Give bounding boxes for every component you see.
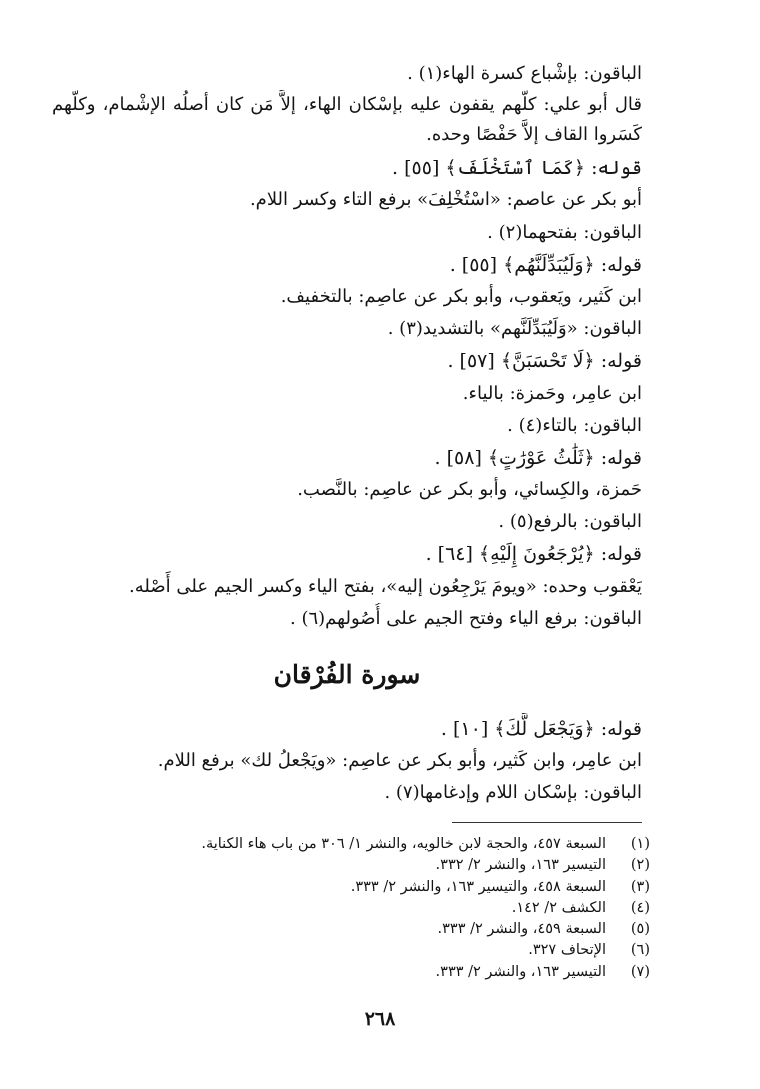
verse-heading: قوله: ﴿ثَلَٰثُ عَوْرَٰتٍ﴾ [٥٨] . (434, 446, 642, 469)
text-line: ابن عامِر، وحَمزة: بالياء. (462, 382, 642, 404)
footnote-number: (١) (630, 836, 650, 852)
footnote-number: (٤) (630, 899, 650, 916)
text-line: الباقون: بالتاء(٤) . (507, 414, 642, 436)
text-line: ابن عامِر، وابن كَثير، وأبو بكر عن عاصِم: «ويَجْعلُ لك» برفع اللام. (157, 750, 642, 772)
footnote (50, 940, 650, 961)
verse-heading: قوله: ﴿يُرْجَعُونَ إِلَيْهِ﴾ [٦٤] . (425, 543, 642, 566)
text-line: ابن كَثير، ويَعقوب، وأبو بكر عن عاصِم: بالتخفيف. (280, 285, 642, 307)
footnote-number: (٣) (630, 878, 650, 895)
text-line: الباقون: بإشْباع كسرة الهاء(١) . (407, 63, 642, 84)
footnote (50, 919, 650, 940)
footnote (50, 898, 650, 919)
footnote-number: (٦) (630, 942, 650, 959)
page-number: ٢٦٨ (364, 1008, 396, 1030)
footnote-text: التيسير ١٦٣، والنشر ٢/ ٣٣٣. (435, 963, 606, 980)
text-line: حَمزة، والكِسائي، وأبو بكر عن عاصِم: بالنَّصب. (297, 479, 642, 501)
footnote-text: الإتحاف ٣٢٧. (528, 942, 606, 959)
chapter-title: سورة الفُرْقان (273, 660, 421, 689)
verse-heading: قوله: ﴿لَا تَحْسَبَنَّ﴾ [٥٧] . (447, 350, 642, 373)
text-line: الباقون: بإسْكان اللام وإدغامها(٧) . (384, 782, 642, 804)
text-line: الباقون: «وَلَيُبَدِّلَنَّهم» بالتشديد(٣) . (387, 318, 642, 340)
footnote-number: (٥) (630, 921, 650, 938)
footnote-text: الكشف ٢/ ١٤٢. (511, 899, 606, 916)
footnote-number: (٢) (630, 857, 650, 874)
footnote (50, 877, 650, 898)
footnotes (50, 834, 650, 983)
verse-heading: قوله: ﴿كَمَا ٱسْتَخْلَفَ﴾ [٥٥] . (392, 157, 642, 180)
text-line: الباقون: بالرفع(٥) . (498, 511, 642, 533)
footnote-text: السبعة ٤٥٧، والحجة لابن خالويه، والنشر ١/ ٣٠٦ من باب هاء الكناية. (201, 836, 606, 852)
footnote (50, 834, 650, 855)
verse-heading: قوله: ﴿وَيَجْعَل لَّكَ﴾ [١٠] . (440, 718, 642, 740)
text-line: قال أبو علي: كلُّهم يقفون عليه بإسْكان الهاء، إلاَّ مَن كان أصلُه الإشْمام، وكلُّهم كَسَروا القاف إلاَّ حَفْصًا وحده. (52, 94, 642, 146)
text-line: يَعْقوب وحده: «ويومَ يَرْجِعُون إليه»، بفتح الياء وكسر الجيم على أَصْله. (129, 575, 642, 597)
footnote-text: السبعة ٤٥٨، والتيسير ١٦٣، والنشر ٢/ ٣٣٣. (350, 878, 606, 895)
verse-heading: قوله: ﴿وَلَيُبَدِّلَنَّهُم﴾ [٥٥] . (449, 253, 642, 276)
footnote (50, 855, 650, 876)
text-line: أبو بكر عن عاصم: «اسْتُخْلِفَ» برفع التاء وكسر اللام. (249, 189, 642, 211)
footnote-divider (452, 822, 642, 823)
main-text (52, 58, 642, 810)
footnote-text: التيسير ١٦٣، والنشر ٢/ ٣٣٢. (435, 857, 606, 874)
footnote-text: السبعة ٤٥٩، والنشر ٢/ ٣٣٣. (437, 921, 606, 938)
text-line: الباقون: برفع الياء وفتح الجيم على أُصُولهم(٦) . (290, 607, 642, 629)
footnote-number: (٧) (630, 963, 650, 980)
text-line: الباقون: بفتحهما(٢) . (487, 221, 642, 243)
footnote (50, 962, 650, 983)
